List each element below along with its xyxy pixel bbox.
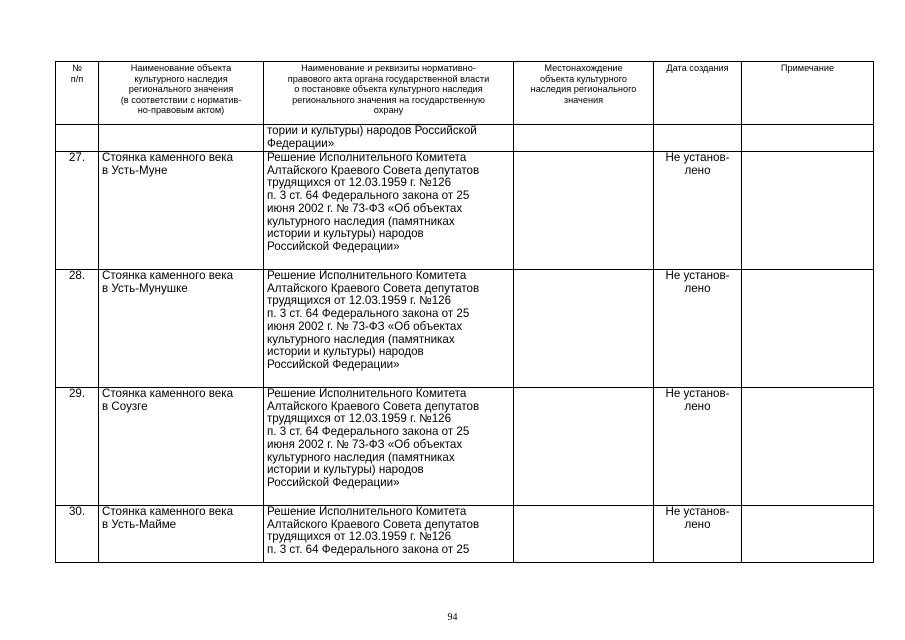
cell-object-name [99,125,264,152]
cell-number: 30. [56,506,99,563]
heritage-registry-table [55,61,874,563]
cell-date: Не установ- лено [654,270,742,388]
table-row [56,152,874,270]
table-row [56,270,874,388]
cell-legal-act: Решение Исполнительного Комитета Алтайского Краевого Совета депутатов трудящихся от 12.03.1959 г. №126 п. 3 ст. 64 Федерального закона от 25 июня 2002 г. № 73-ФЗ «Об объектах культурного наследия (памятниках истории и культуры) народов Российской Федерации» [264,388,514,506]
cell-number [56,125,99,152]
cell-location [514,125,654,152]
header-object-name: Наименование объекта культурного наследия регионального значения (в соответствии с норматив- но-правовым актом) [99,62,264,125]
cell-location [514,506,654,563]
header-date: Дата создания [654,62,742,125]
header-location: Местонахождение объекта культурного наследия регионального значения [514,62,654,125]
cell-object-name: Стоянка каменного века в Соузге [99,388,264,506]
cell-note [742,152,874,270]
cell-location [514,152,654,270]
page-number: 94 [447,612,458,623]
table-row [56,506,874,563]
cell-number: 27. [56,152,99,270]
table-header-row [56,62,874,125]
cell-note [742,388,874,506]
cell-legal-act: Решение Исполнительного Комитета Алтайского Краевого Совета депутатов трудящихся от 12.03.1959 г. №126 п. 3 ст. 64 Федерального закона от 25 [264,506,514,563]
cell-number: 28. [56,270,99,388]
cell-date: Не установ- лено [654,152,742,270]
continuation-row [56,125,874,152]
cell-note [742,270,874,388]
cell-legal-act: Решение Исполнительного Комитета Алтайского Краевого Совета депутатов трудящихся от 12.03.1959 г. №126 п. 3 ст. 64 Федерального закона от 25 июня 2002 г. № 73-ФЗ «Об объектах культурного наследия (памятниках истории и культуры) народов Российской Федерации» [264,152,514,270]
header-legal-act: Наименование и реквизиты нормативно- правового акта органа государственной власти о постановке объекта культурного наследия регионального значения на государственную охрану [264,62,514,125]
header-number: № п/п [56,62,99,125]
cell-legal-act: Решение Исполнительного Комитета Алтайского Краевого Совета депутатов трудящихся от 12.03.1959 г. №126 п. 3 ст. 64 Федерального закона от 25 июня 2002 г. № 73-ФЗ «Об объектах культурного наследия (памятниках истории и культуры) народов Российской Федерации» [264,270,514,388]
header-note: Примечание [742,62,874,125]
cell-date [654,125,742,152]
cell-object-name: Стоянка каменного века в Усть-Муне [99,152,264,270]
cell-legal-act: тории и культуры) народов Российской Федерации» [264,125,514,152]
cell-date: Не установ- лено [654,388,742,506]
cell-note [742,506,874,563]
cell-object-name: Стоянка каменного века в Усть-Майме [99,506,264,563]
table-row [56,388,874,506]
cell-date: Не установ- лено [654,506,742,563]
cell-number: 29. [56,388,99,506]
cell-note [742,125,874,152]
cell-location [514,270,654,388]
cell-location [514,388,654,506]
cell-object-name: Стоянка каменного века в Усть-Мунушке [99,270,264,388]
